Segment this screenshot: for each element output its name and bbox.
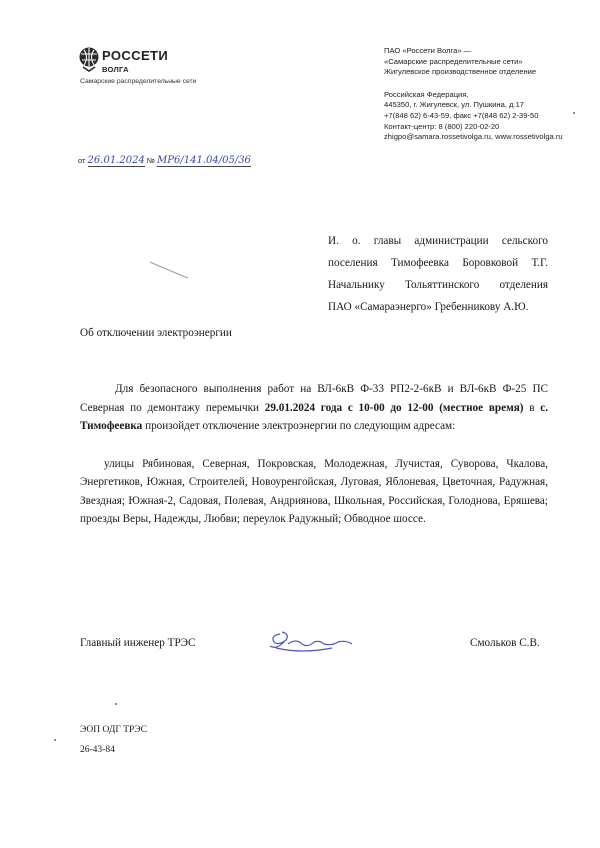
executor-phone: 26-43-84 [80,745,115,755]
registration-line [78,155,251,167]
body-paragraph: Для безопасного выполнения работ на ВЛ-6кВ Ф-33 РП2-2-6кВ и ВЛ-6кВ Ф-25 ПС Северная по демонтажу перемычки 29.01.2024 года с 10-00 до 12-00 (местное время) в с. Тимофеевка произойдет отключение электроэнергии по следующим адресам: [80,383,548,432]
letter-subject: Об отключении электроэнергии [80,327,232,339]
rosseti-logo-icon [78,46,100,72]
date-value: 26.01.2024 [87,155,145,166]
signer-name: Смольков С.В. [470,637,540,649]
sender-line: Жигулевское производственное отделение [384,67,537,77]
street-list: улицы Рябиновая, Северная, Покровская, Молодежная, Лучистая, Суворова, Чкалова, Энергетиков, Южная, Строителей, Новоуренгойская, Луговая, Яблоневая, Цветочная, Радужная, Звездная; Южная-2, Садовая, Полевая, Андриянова, Школьная, Российская, Голоднова, Еряшева; проезды Веры, Надежды, Любви; переулок Радужный; Обводное шоссе. [80,457,548,525]
sender-line: «Самарские распределительные сети» [384,56,523,66]
sender-block [384,46,594,143]
addressee-line: И. о. главы администрации сельского [328,235,548,247]
addressee-block [328,230,548,318]
brand-name: РОССЕТИ [102,48,169,63]
number-prefix: № [146,156,155,165]
brand-sub: ВОЛГА [102,65,129,74]
brand-description: Самарские распределительные сети [80,78,197,85]
sender-address-line: Российская Федерация, [384,89,469,99]
number-value: МР6/141.04/05/36 [157,155,251,166]
sender-line: ПАО «Россети Волга» — [384,46,472,55]
addressee-line: ПАО «Самараэнерго» Гребенникову А.Ю. [328,301,529,313]
outage-location: с. Тимофеевка [80,401,548,432]
sender-address-line: zhigpo@samara.rossetivolga.ru, www.rossetivolga.ru [384,132,563,142]
executor-department: ЭОП ОДГ ТРЭС [80,725,147,735]
handwritten-signature [262,624,358,658]
sender-address-line: +7(848 62) 6-43-59, факс +7(848 62) 2-39-50 [384,110,539,120]
sender-address-line: 445350, г. Жигулевск, ул. Пушкина, д.17 [384,100,525,110]
speck [54,739,56,741]
addressee-line: поселения Тимофеевка Боровковой Т.Г. [328,257,548,269]
outage-datetime: 29.01.2024 года с 10-00 до 12-00 (местное время) [264,401,524,414]
speck [115,703,117,705]
signer-title: Главный инженер ТРЭС [80,637,196,649]
addressee-line: Начальнику Тольяттинского отделения [328,279,548,291]
sender-address-line: Контакт-центр: 8 (800) 220-02-20 [384,121,500,131]
company-logo [78,46,278,96]
pen-mark [148,258,192,280]
date-prefix: от [78,156,86,165]
speck [573,112,575,114]
letter-body [80,380,548,529]
